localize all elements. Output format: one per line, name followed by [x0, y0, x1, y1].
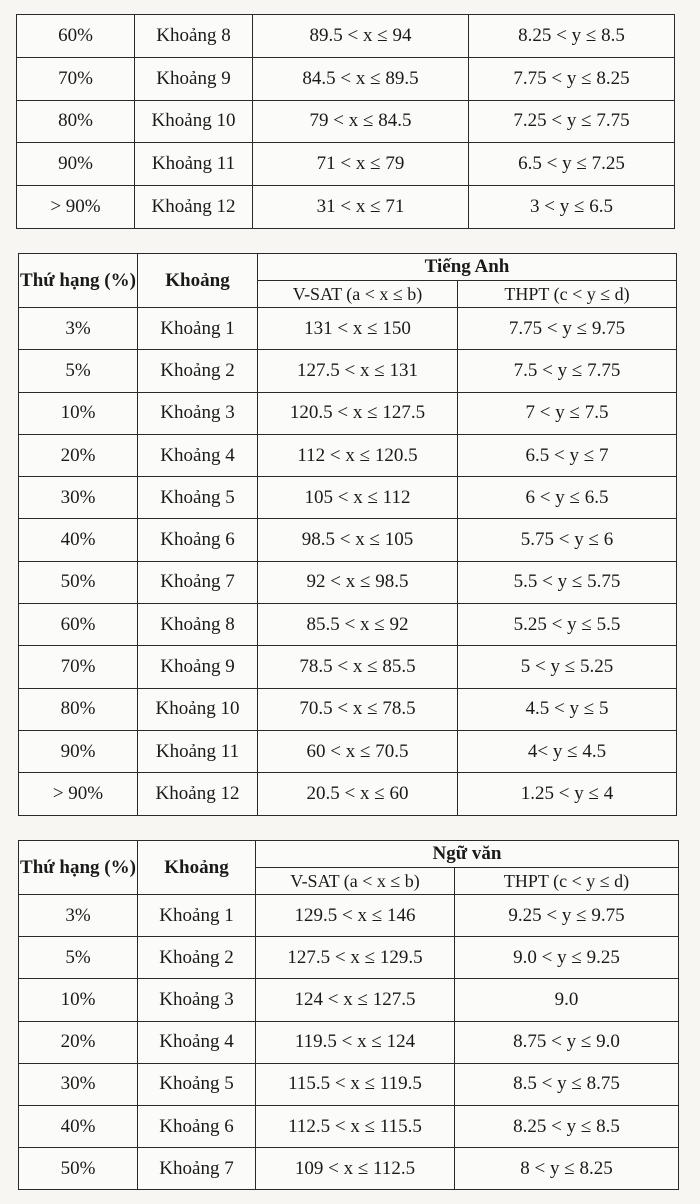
cell-range: Khoảng 3	[138, 392, 258, 434]
cell-thpt: 8.75 < y ≤ 9.0	[455, 1021, 679, 1063]
cell-rank: 60%	[17, 15, 135, 58]
cell-thpt: 6.5 < y ≤ 7	[458, 434, 677, 476]
cell-vsat: 79 < x ≤ 84.5	[253, 100, 469, 143]
cell-rank: 70%	[19, 646, 138, 688]
cell-vsat: 109 < x ≤ 112.5	[256, 1148, 455, 1190]
cell-rank: 70%	[17, 57, 135, 100]
cell-rank: 80%	[17, 100, 135, 143]
cell-thpt: 7.75 < y ≤ 9.75	[458, 308, 677, 350]
header-thpt: THPT (c < y ≤ d)	[458, 281, 677, 308]
english-score-table	[18, 253, 677, 816]
cell-rank: 90%	[17, 143, 135, 186]
table-body	[17, 15, 675, 229]
cell-vsat: 85.5 < x ≤ 92	[258, 604, 458, 646]
cell-thpt: 4< y ≤ 4.5	[458, 730, 677, 772]
cell-thpt: 8.5 < y ≤ 8.75	[455, 1063, 679, 1105]
cell-thpt: 5.75 < y ≤ 6	[458, 519, 677, 561]
cell-vsat: 98.5 < x ≤ 105	[258, 519, 458, 561]
cell-range: Khoảng 7	[138, 561, 258, 603]
cell-thpt: 4.5 < y ≤ 5	[458, 688, 677, 730]
cell-range: Khoảng 1	[138, 308, 258, 350]
cell-vsat: 112.5 < x ≤ 115.5	[256, 1105, 455, 1147]
cell-range: Khoảng 7	[138, 1148, 256, 1190]
cell-vsat: 71 < x ≤ 79	[253, 143, 469, 186]
cell-range: Khoảng 5	[138, 477, 258, 519]
table-row	[19, 895, 679, 937]
cell-rank: 40%	[19, 1105, 138, 1147]
cell-rank: 10%	[19, 979, 138, 1021]
header-rank: Thứ hạng (%)	[19, 841, 138, 895]
table-row	[19, 688, 677, 730]
cell-thpt: 9.0	[455, 979, 679, 1021]
table-row	[19, 477, 677, 519]
literature-score-table	[18, 840, 679, 1190]
cell-range: Khoảng 2	[138, 350, 258, 392]
table-row	[17, 143, 675, 186]
cell-range: Khoảng 8	[135, 15, 253, 58]
table-row	[19, 519, 677, 561]
cell-thpt: 9.0 < y ≤ 9.25	[455, 937, 679, 979]
header-vsat: V-SAT (a < x ≤ b)	[258, 281, 458, 308]
cell-thpt: 1.25 < y ≤ 4	[458, 773, 677, 815]
cell-vsat: 131 < x ≤ 150	[258, 308, 458, 350]
table-row	[17, 57, 675, 100]
cell-vsat: 129.5 < x ≤ 146	[256, 895, 455, 937]
cell-range: Khoảng 11	[138, 730, 258, 772]
cell-rank: 5%	[19, 350, 138, 392]
cell-thpt: 8 < y ≤ 8.25	[455, 1148, 679, 1190]
table-row	[19, 773, 677, 815]
cell-thpt: 6 < y ≤ 6.5	[458, 477, 677, 519]
table-row	[19, 1105, 679, 1147]
cell-vsat: 89.5 < x ≤ 94	[253, 15, 469, 58]
cell-rank: > 90%	[19, 773, 138, 815]
cell-rank: 90%	[19, 730, 138, 772]
table-row	[19, 604, 677, 646]
header-subject-literature: Ngữ văn	[256, 841, 679, 868]
header-thpt: THPT (c < y ≤ d)	[455, 868, 679, 895]
cell-rank: 20%	[19, 434, 138, 476]
cell-vsat: 105 < x ≤ 112	[258, 477, 458, 519]
cell-range: Khoảng 6	[138, 519, 258, 561]
cell-vsat: 20.5 < x ≤ 60	[258, 773, 458, 815]
cell-rank: 30%	[19, 1063, 138, 1105]
cell-thpt: 3 < y ≤ 6.5	[469, 186, 675, 229]
cell-range: Khoảng 8	[138, 604, 258, 646]
cell-thpt: 7.5 < y ≤ 7.75	[458, 350, 677, 392]
table-body	[19, 308, 677, 816]
cell-thpt: 7 < y ≤ 7.5	[458, 392, 677, 434]
header-subject-english: Tiếng Anh	[258, 254, 677, 281]
table-row	[19, 979, 679, 1021]
cell-vsat: 78.5 < x ≤ 85.5	[258, 646, 458, 688]
table-row	[19, 1021, 679, 1063]
cell-range: Khoảng 6	[138, 1105, 256, 1147]
cell-vsat: 92 < x ≤ 98.5	[258, 561, 458, 603]
cell-thpt: 9.25 < y ≤ 9.75	[455, 895, 679, 937]
cell-range: Khoảng 12	[138, 773, 258, 815]
cell-rank: 80%	[19, 688, 138, 730]
cell-rank: 50%	[19, 561, 138, 603]
table-body	[19, 895, 679, 1190]
table-row	[19, 1063, 679, 1105]
cell-vsat: 127.5 < x ≤ 131	[258, 350, 458, 392]
cell-range: Khoảng 4	[138, 434, 258, 476]
table-row	[19, 937, 679, 979]
cell-range: Khoảng 12	[135, 186, 253, 229]
cell-thpt: 7.75 < y ≤ 8.25	[469, 57, 675, 100]
cell-rank: 30%	[19, 477, 138, 519]
table-row	[19, 434, 677, 476]
cell-vsat: 115.5 < x ≤ 119.5	[256, 1063, 455, 1105]
cell-range: Khoảng 11	[135, 143, 253, 186]
cell-vsat: 70.5 < x ≤ 78.5	[258, 688, 458, 730]
header-vsat: V-SAT (a < x ≤ b)	[256, 868, 455, 895]
cell-range: Khoảng 2	[138, 937, 256, 979]
table-row	[19, 308, 677, 350]
cell-range: Khoảng 1	[138, 895, 256, 937]
cell-range: Khoảng 9	[135, 57, 253, 100]
cell-thpt: 5.5 < y ≤ 5.75	[458, 561, 677, 603]
cell-rank: 40%	[19, 519, 138, 561]
cell-thpt: 5 < y ≤ 5.25	[458, 646, 677, 688]
cell-vsat: 112 < x ≤ 120.5	[258, 434, 458, 476]
cell-range: Khoảng 9	[138, 646, 258, 688]
table-row	[19, 392, 677, 434]
cell-vsat: 84.5 < x ≤ 89.5	[253, 57, 469, 100]
cell-rank: 60%	[19, 604, 138, 646]
cell-range: Khoảng 10	[138, 688, 258, 730]
cell-vsat: 119.5 < x ≤ 124	[256, 1021, 455, 1063]
cell-rank: 5%	[19, 937, 138, 979]
cell-rank: > 90%	[17, 186, 135, 229]
cell-thpt: 7.25 < y ≤ 7.75	[469, 100, 675, 143]
cell-vsat: 120.5 < x ≤ 127.5	[258, 392, 458, 434]
cell-rank: 20%	[19, 1021, 138, 1063]
cell-thpt: 8.25 < y ≤ 8.5	[469, 15, 675, 58]
table-row	[17, 100, 675, 143]
table-row	[19, 1148, 679, 1190]
score-table-continued	[16, 14, 675, 229]
header-rank: Thứ hạng (%)	[19, 254, 138, 308]
cell-range: Khoảng 3	[138, 979, 256, 1021]
cell-thpt: 5.25 < y ≤ 5.5	[458, 604, 677, 646]
table-row	[19, 561, 677, 603]
table-row	[17, 15, 675, 58]
table-row	[19, 646, 677, 688]
cell-thpt: 8.25 < y ≤ 8.5	[455, 1105, 679, 1147]
cell-range: Khoảng 10	[135, 100, 253, 143]
header-range: Khoảng	[138, 254, 258, 308]
cell-rank: 3%	[19, 308, 138, 350]
cell-vsat: 60 < x ≤ 70.5	[258, 730, 458, 772]
table-row	[17, 186, 675, 229]
cell-range: Khoảng 4	[138, 1021, 256, 1063]
cell-vsat: 124 < x ≤ 127.5	[256, 979, 455, 1021]
cell-rank: 50%	[19, 1148, 138, 1190]
table-row	[19, 350, 677, 392]
cell-thpt: 6.5 < y ≤ 7.25	[469, 143, 675, 186]
cell-range: Khoảng 5	[138, 1063, 256, 1105]
header-range: Khoảng	[138, 841, 256, 895]
cell-rank: 10%	[19, 392, 138, 434]
cell-rank: 3%	[19, 895, 138, 937]
cell-vsat: 31 < x ≤ 71	[253, 186, 469, 229]
cell-vsat: 127.5 < x ≤ 129.5	[256, 937, 455, 979]
table-row	[19, 730, 677, 772]
